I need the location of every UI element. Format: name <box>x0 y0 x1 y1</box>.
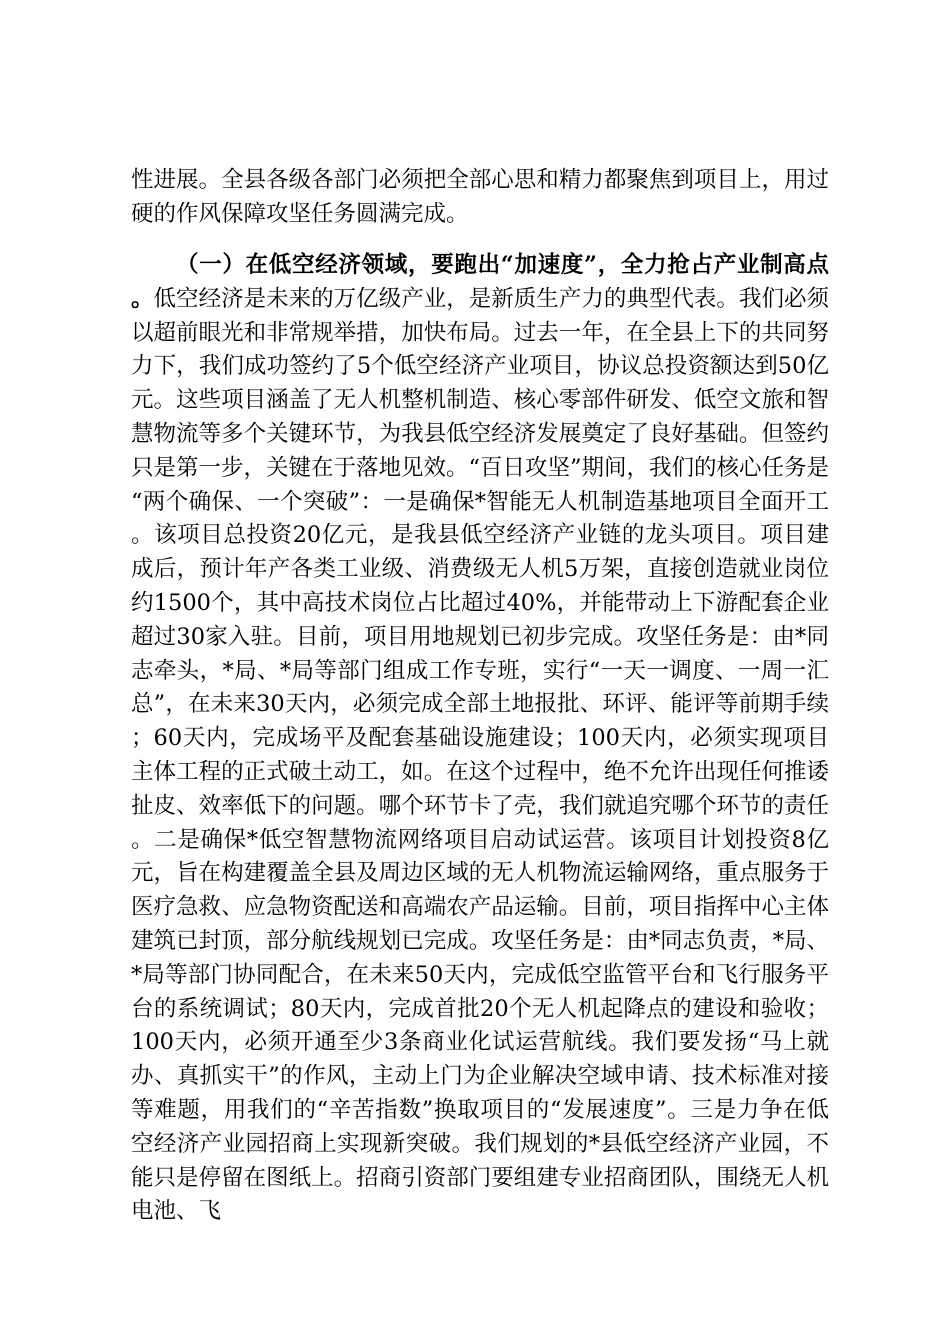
intro-text: 性进展。全县各级各部门必须把全部心思和精力都聚焦到项目上，用过硬的作风保障攻坚任务圆满完成。 <box>131 167 829 227</box>
section-one-paragraph <box>131 249 829 1229</box>
section-one-body: 低空经济是未来的万亿级产业，是新质生产力的典型代表。我们必须以超前眼光和非常规举措，加快布局。过去一年，在全县上下的共同努力下，我们成功签约了5个低空经济产业项目，协议总投资额达到50亿元。这些项目涵盖了无人机整机制造、核心零部件研发、低空文旅和智慧物流等多个关键环节，为我县低空经济发展奠定了良好基础。但签约只是第一步，关键在于落地见效。“百日攻坚”期间，我们的核心任务是“两个确保、一个突破”：一是确保*智能无人机制造基地项目全面开工。该项目总投资20亿元，是我县低空经济产业链的龙头项目。项目建成后，预计年产各类工业级、消费级无人机5万架，直接创造就业岗位约1500个，其中高技术岗位占比超过40%，并能带动上下游配套企业超过30家入驻。目前，项目用地规划已初步完成。攻坚任务是：由*同志牵头，*局、*局等部门组成工作专班，实行“一天一调度、一周一汇总”，在未来30天内，必须完成全部土地报批、环评、能评等前期手续；60天内，完成场平及配套基础设施建设；100天内，必须实现项目主体工程的正式破土动工，如。在这个过程中，绝不允许出现任何推诿扯皮、效率低下的问题。哪个环节卡了壳，我们就追究哪个环节的责任。二是确保*低空智慧物流网络项目启动试运营。该项目计划投资8亿元，旨在构建覆盖全县及周边区域的无人机物流运输网络，重点服务于医疗急救、应急物资配送和高端农产品运输。目前，项目指挥中心主体建筑已封顶，部分航线规划已完成。攻坚任务是：由*同志负责，*局、*局等部门协同配合，在未来50天内，完成低空监管平台和飞行服务平台的系统调试；80天内，完成首批20个无人机起降点的建设和验收；100天内，必须开通至少3条商业化试运营航线。我们要发扬“马上就办、真抓实干”的作风，主动上门为企业解决空域申请、技术标准对接等难题，用我们的“辛苦指数”换取项目的“发展速度”。三是力争在低空经济产业园招商上实现新突破。我们规划的*县低空经济产业园，不能只是停留在图纸上。招商引资部门要组建专业招商团队，围绕无人机电池、飞 <box>131 285 830 1225</box>
intro-paragraph <box>131 164 829 232</box>
section-one-heading: （一）在低空经济领域，要跑出“加速度”，全力抢占产业制高点。 <box>131 252 829 312</box>
